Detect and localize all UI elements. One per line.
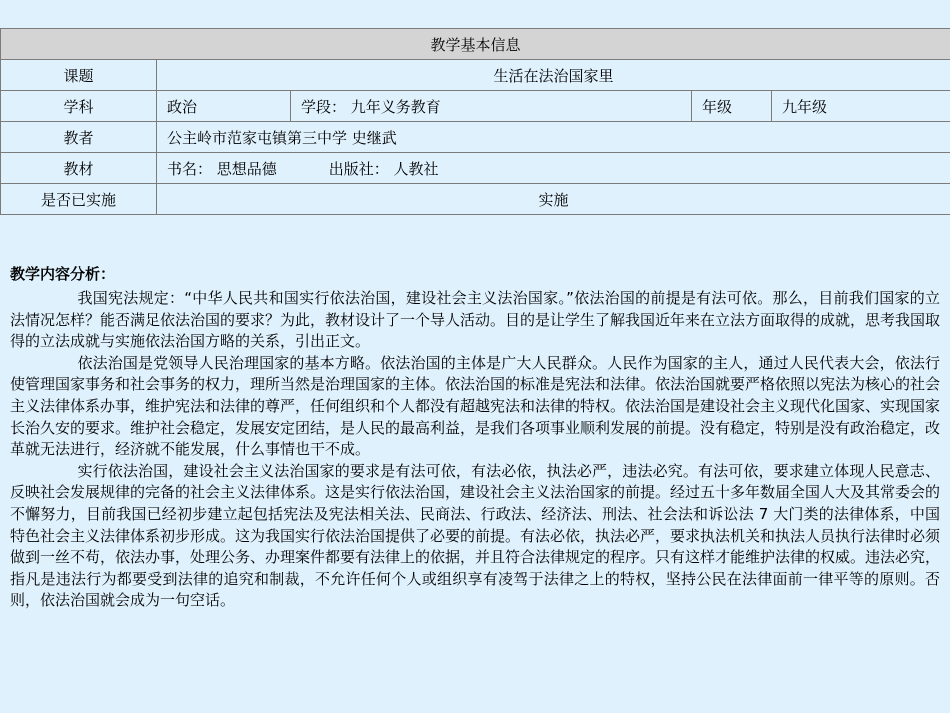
topic-value: 生活在法治国家里 — [157, 60, 950, 91]
teacher-label: 教者 — [1, 122, 157, 153]
table-row-implemented — [1, 184, 950, 215]
table-row-subject — [1, 91, 950, 122]
table-row-textbook — [1, 153, 950, 184]
paragraph-3: 实行依法治国，建设社会主义法治国家的要求是有法可依，有法必依，执法必严，违法必究。有法可依，要求建立体现人民意志、反映社会发展规律的完备的社会主义法律体系。这是实行依法治国，建设社会主义法治国家的前提。经过五十多年数届全国人大及其常委会的不懈努力，目前我国已经初步建立起包括宪法及宪法相关法、民商法、行政法、经济法、刑法、社会法和诉讼法 7 大门类的法律体系，中国特色社会主义法律体系初步形成。这为我国实行依法治国提供了必要的前提。有法必依，执法必严，要求执法机关和执法人员执行法律时必须做到一丝不苟，依法办事，处理公务、办理案件都要有法律上的依据，并且符合法律规定的程序。只有这样才能维护法律的权威。违法必究，指凡是违法行为都要受到法律的追究和制裁，不允许任何个人或组织享有凌驾于法律之上的特权，坚持公民在法律面前一律平等的原则。否则，依法治国就会成为一句空话。 — [10, 461, 941, 610]
grade-value: 九年级 — [772, 91, 950, 122]
basic-info-table — [0, 28, 950, 215]
implemented-label: 是否已实施 — [1, 184, 157, 215]
subject-label: 学科 — [1, 91, 157, 122]
paragraph-2: 依法治国是党领导人民治理国家的基本方略。依法治国的主体是广大人民群众。人民作为国家的主人，通过人民代表大会，依法行使管理国家事务和社会事务的权力，理所当然是治理国家的主体。依法治国的标准是宪法和法律。依法治国就要严格依照以宪法为核心的社会主义法律体系办事，维护宪法和法律的尊严，任何组织和个人都没有超越宪法和法律的特权。依法治国是建设社会主义现代化国家、实现国家长治久安的要求。维护社会稳定，发展安定团结，是人民的最高利益，是我们各项事业顺利发展的前提。没有稳定，特别是没有政治稳定，改革就无法进行，经济就不能发展，什么事情也干不成。 — [10, 353, 941, 459]
paragraph-1: 我国宪法规定：“中华人民共和国实行依法治国，建设社会主义法治国家。”依法治国的前提是有法可依。那么，目前我们国家的立法情况怎样？能否满足依法治国的要求？为此，教材设计了一个导人活动。目的是让学生了解我国近年来在立法方面取得的成就，思考我国取得的立法成就与实施依法治国方略的关系，引出正文。 — [10, 289, 941, 351]
book-name: 书名： 思想品德 — [167, 159, 277, 178]
textbook-label: 教材 — [1, 153, 157, 184]
topic-label: 课题 — [1, 60, 157, 91]
table-title: 教学基本信息 — [1, 29, 950, 60]
table-row-topic — [1, 60, 950, 91]
stage-value: 学段： 九年义务教育 — [291, 91, 692, 122]
teacher-value: 公主岭市范家屯镇第三中学 史继武 — [157, 122, 950, 153]
table-row-teacher — [1, 122, 950, 153]
publisher-name: 出版社： 人教社 — [328, 159, 439, 178]
subject-value: 政治 — [157, 91, 291, 122]
textbook-value — [157, 153, 950, 184]
grade-label: 年级 — [692, 91, 772, 122]
implemented-value: 实施 — [157, 184, 950, 215]
content-analysis-section — [10, 263, 940, 612]
section-heading: 教学内容分析： — [10, 265, 116, 283]
